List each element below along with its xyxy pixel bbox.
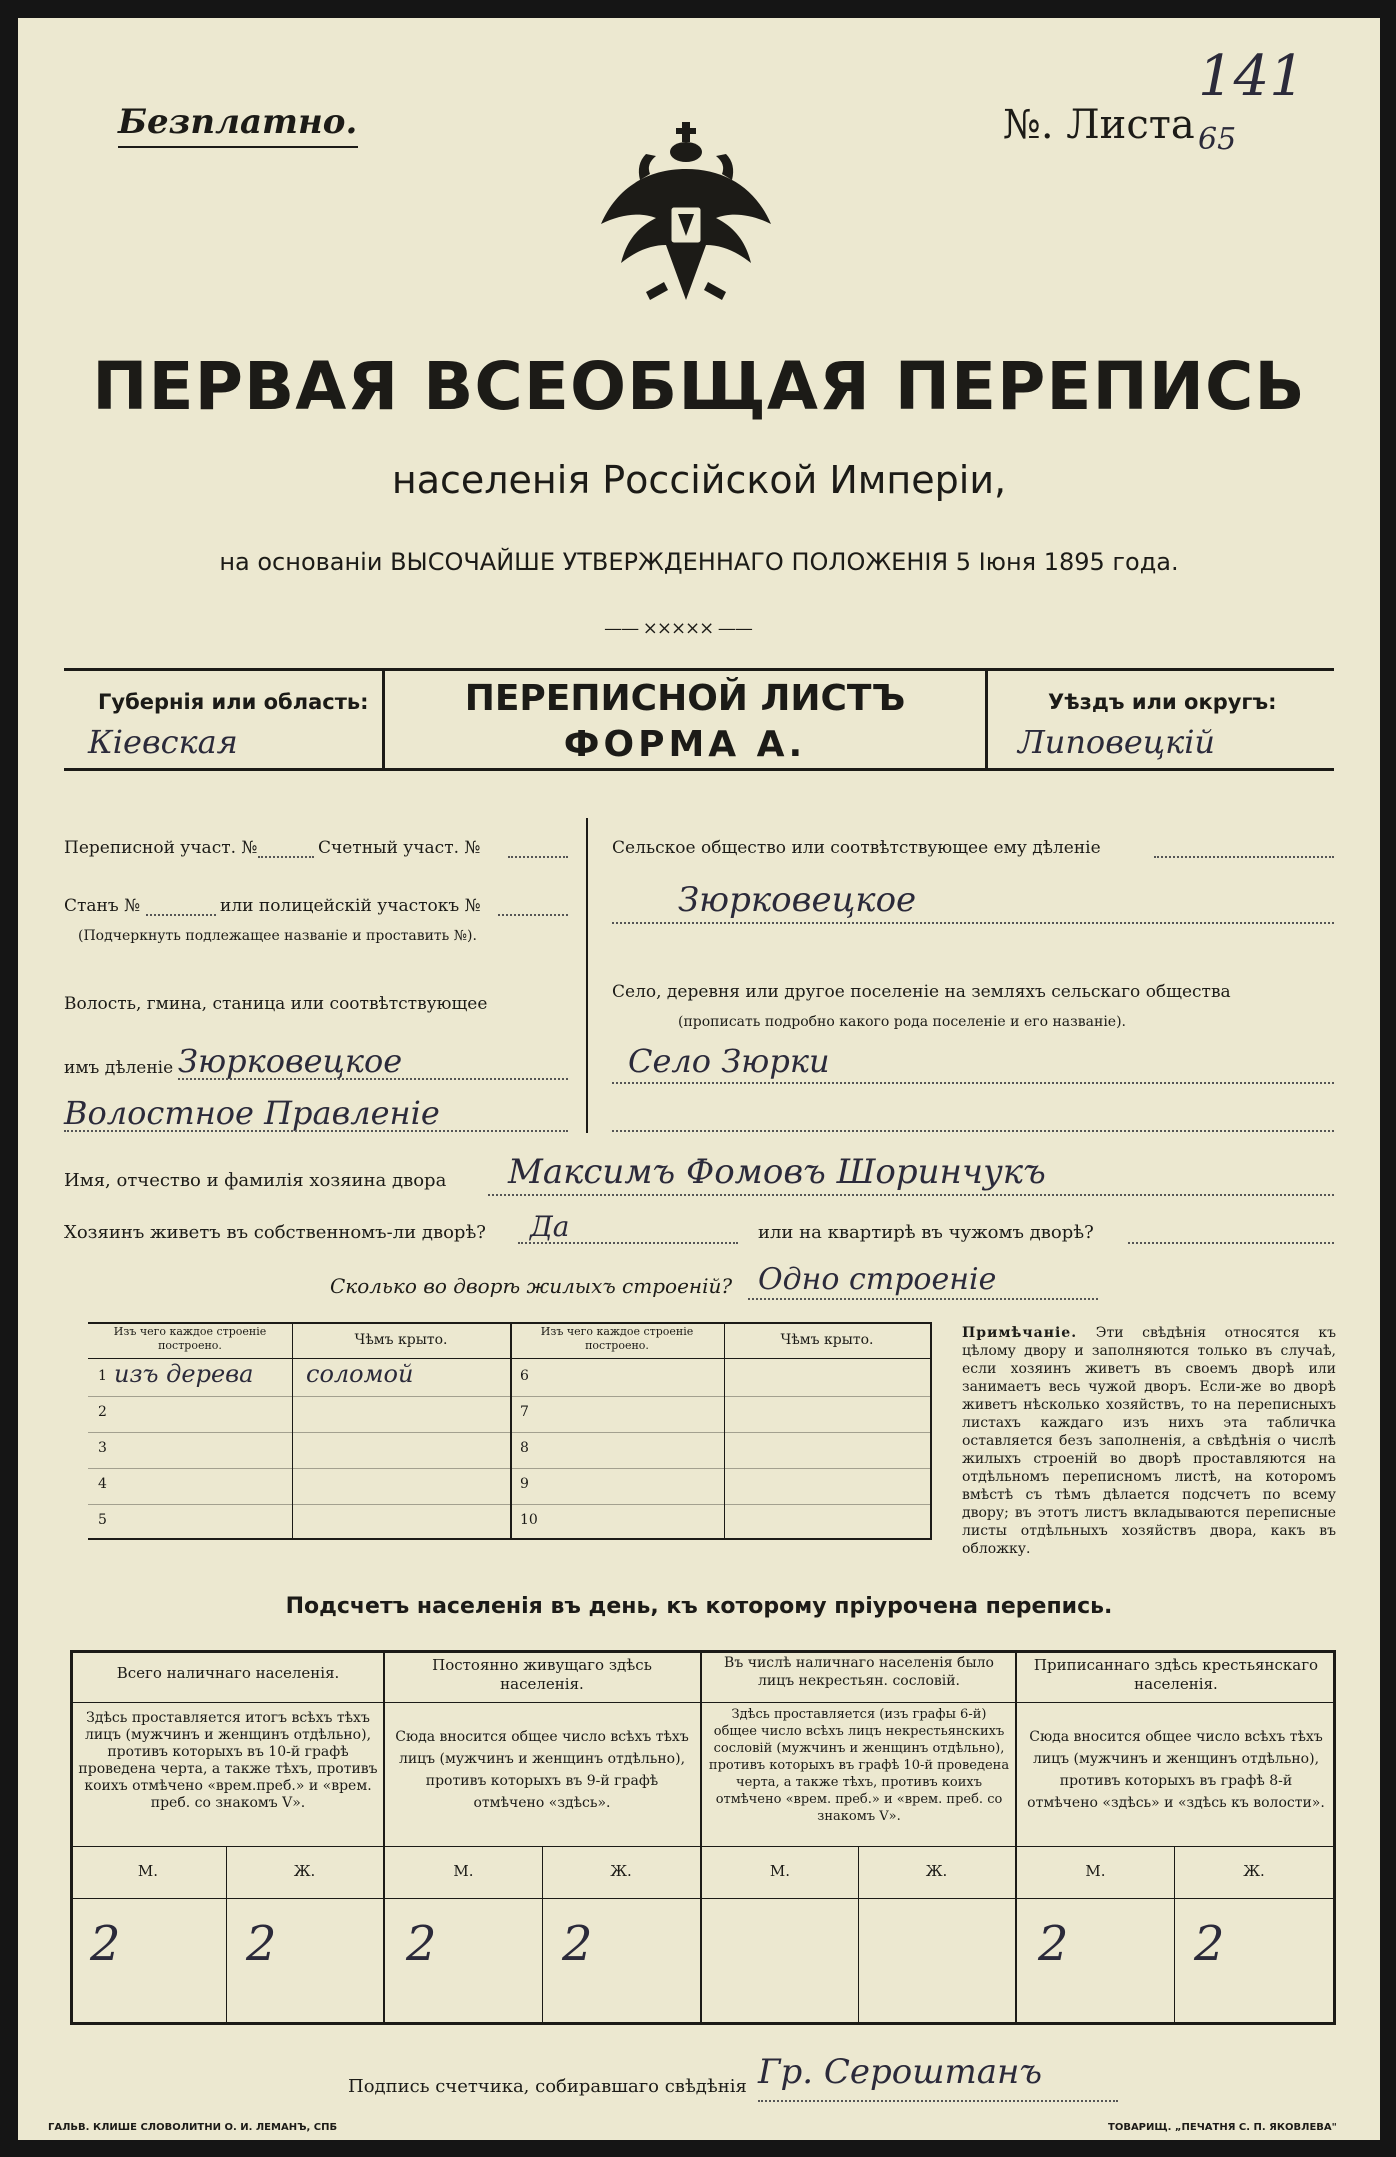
- stan-label: Станъ №: [64, 896, 141, 916]
- footer-left: ГАЛЬВ. КЛИШЕ СЛОВОЛИТНИ О. И. ЛЕМАНЪ, СПБ: [48, 2122, 338, 2133]
- signature-label: Подпись счетчика, собиравшаго свѣдѣнія: [348, 2076, 747, 2097]
- buildings-question: Сколько во дворѣ жилыхъ строеній?: [330, 1274, 733, 1298]
- note-title: Примѣчаніе.: [962, 1325, 1078, 1341]
- sheet-number-extra: 141: [1198, 44, 1305, 109]
- permanent-male-value: 2: [406, 1916, 437, 1972]
- sheet-number-value: 65: [1198, 122, 1237, 157]
- count-title: Подсчетъ населенія въ день, къ которому пріурочена перепись.: [285, 1594, 1113, 1619]
- schet-label: Счетный участ. №: [318, 838, 481, 858]
- volost-label-2: имъ дѣленіе: [64, 1058, 174, 1078]
- gubernia-label: Губернія или область:: [98, 690, 369, 714]
- subtitle: населенія Россійской Имперіи,: [391, 458, 1007, 502]
- imperial-eagle-icon: [586, 114, 786, 314]
- building-row: 7: [520, 1404, 529, 1420]
- note-text: Эти свѣдѣнія относятся къ цѣлому двору и заполняются только въ случаѣ, если хозяинъ живетъ въ своемъ дворѣ или занимаетъ весь чужой дворъ. Если-же во дворѣ живетъ нѣсколько хозяйствъ, то на переписныхъ листахъ каждаго изъ нихъ эта табличка оставляется безъ заполненія, а свѣдѣнія о числѣ жилыхъ строеній во дворѣ проставляются на отдѣльномъ переписномъ листѣ, на которомъ вмѣстѣ съ тѣмъ дѣлается подсчетъ по всему двору; въ этотъ листъ вкладываются переписные листы отдѣльныхъ хозяйствъ двора, какъ въ обложку.: [962, 1325, 1336, 1557]
- form-band-bottom: [64, 768, 1334, 771]
- uchast-label: Переписной участ. №: [64, 838, 258, 858]
- buildings-table: [88, 1322, 932, 1540]
- col-material-left: Изъ чего каждое строеніе построено.: [113, 1325, 267, 1352]
- count-desc-nonpeasant: Здѣсь проставляется (изъ графы 6-й) общее число всѣхъ лицъ некрестьянскихъ сословій (мужчинъ и женщинъ отдѣльно), противъ которыхъ въ графѣ 10-й проведена черта, а также тѣхъ, противъ коихъ отмѣчено «врем. преб.» и «врем. преб. со знакомъ V».: [708, 1707, 1010, 1824]
- sheet-number-label: №. Листа: [1003, 102, 1195, 148]
- m-label: М.: [453, 1862, 474, 1880]
- obshch-value: Зюрковецкое: [678, 880, 917, 920]
- ornament-divider: —— ⨯⨯⨯⨯⨯ ——: [604, 618, 752, 639]
- form-band-divider-right: [985, 668, 988, 771]
- building-row: 5: [98, 1512, 107, 1528]
- building-row: 1 изъ дерева соломой: [98, 1360, 414, 1388]
- building-row: 2: [98, 1404, 107, 1420]
- col-roof-left: Чѣмъ крыто.: [354, 1332, 448, 1348]
- count-head-registered: Приписаннаго здѣсь крестьянскаго населенія.: [1033, 1656, 1319, 1693]
- volost-value-2: Волостное Правленіе: [64, 1094, 440, 1132]
- form-band-top: [64, 668, 1334, 671]
- count-desc-permanent: Сюда вносится общее число всѣхъ тѣхъ лицъ (мужчинъ и женщинъ отдѣльно), противъ которыхъ въ 9-й графѣ отмѣчено «здѣсь».: [395, 1729, 689, 1811]
- volost-value: Зюрковецкое: [178, 1042, 403, 1080]
- f-label: Ж.: [293, 1862, 316, 1880]
- owner-name-value: Максимъ Фомовъ Шоринчукъ: [508, 1152, 1046, 1192]
- present-female-value: 2: [246, 1916, 277, 1972]
- building-row: 10: [520, 1512, 538, 1528]
- own-yard-label: Хозяинъ живетъ въ собственномъ-ли дворѣ?: [64, 1222, 486, 1243]
- footer-right: ТОВАРИЩ. „ПЕЧАТНЯ С. П. ЯКОВЛЕВА": [1108, 2122, 1337, 2133]
- f-label: Ж.: [610, 1862, 632, 1880]
- underline-note: (Подчеркнуть подлежащее названіе и проставить №).: [78, 928, 477, 944]
- uezd-label: Уѣздъ или округъ:: [1048, 690, 1277, 714]
- volost-label: Волость, гмина, станица или соотвѣтствующее: [64, 994, 488, 1014]
- f-label: Ж.: [1243, 1862, 1265, 1880]
- building-row: 8: [520, 1440, 529, 1456]
- m-label: М.: [137, 1862, 159, 1880]
- selo-note: (прописать подробно какого рода поселеніе и его названіе).: [678, 1014, 1126, 1030]
- f-label: Ж.: [925, 1862, 948, 1880]
- own-yard-value: Да: [530, 1210, 570, 1243]
- building-row: 3: [98, 1440, 107, 1456]
- obshch-label: Сельское общество или соотвѣтствующее ему дѣленіе: [612, 838, 1101, 858]
- owner-name-label: Имя, отчество и фамилія хозяина двора: [64, 1170, 447, 1191]
- buildings-note: [962, 1324, 1336, 1558]
- signature-value: Гр. Сероштанъ: [758, 2052, 1043, 2092]
- building-row: 6: [520, 1368, 529, 1384]
- form-subtitle: ФОРМА А.: [563, 724, 807, 765]
- count-table: [70, 1650, 1336, 2025]
- permanent-female-value: 2: [562, 1916, 593, 1972]
- building-row: 9: [520, 1476, 529, 1492]
- col-material-right: Изъ чего каждое строеніе построено.: [540, 1325, 694, 1352]
- count-head-permanent: Постоянно живущаго здѣсь населенія.: [432, 1656, 652, 1693]
- buildings-answer: Одно строеніе: [758, 1262, 997, 1297]
- registered-male-value: 2: [1038, 1916, 1069, 1972]
- middle-divider: [586, 818, 588, 1133]
- gubernia-value: Кіевская: [88, 723, 238, 761]
- building-row: 4: [98, 1476, 107, 1492]
- count-desc-present: Здѣсь проставляется итогъ всѣхъ тѣхъ лицъ (мужчинъ и женщинъ отдѣльно), противъ которыхъ въ 10-й графѣ проведена черта, а также тѣхъ, противъ коихъ отмѣчено «врем.преб.» и «врем. преб. со знакомъ V».: [78, 1710, 378, 1811]
- m-label: М.: [1085, 1862, 1106, 1880]
- basis-line: на основаніи ВЫСОЧАЙШЕ УТВЕРЖДЕННАГО ПОЛОЖЕНІЯ 5 Іюня 1895 года.: [219, 548, 1179, 576]
- m-label: М.: [769, 1862, 791, 1880]
- rent-label: или на квартирѣ въ чужомъ дворѣ?: [758, 1222, 1094, 1243]
- selo-label: Село, деревня или другое поселеніе на земляхъ сельскаго общества: [612, 982, 1231, 1002]
- main-title: ПЕРВАЯ ВСЕОБЩАЯ ПЕРЕПИСЬ: [92, 348, 1306, 425]
- free-label: Безплатно.: [118, 102, 358, 142]
- free-underline: [118, 146, 358, 148]
- selo-value: Село Зюрки: [628, 1042, 830, 1080]
- col-roof-right: Чѣмъ крыто.: [780, 1332, 874, 1348]
- present-male-value: 2: [90, 1916, 121, 1972]
- count-head-nonpeasant: Въ числѣ наличнаго населенія было лицъ некрестьян. сословій.: [724, 1655, 994, 1689]
- police-label: или полицейскій участокъ №: [220, 896, 481, 916]
- form-title: ПЕРЕПИСНОЙ ЛИСТЪ: [464, 678, 906, 719]
- census-sheet: [18, 18, 1380, 2140]
- count-head-present: Всего наличнаго населенія.: [116, 1664, 340, 1682]
- uezd-value: Липовецкій: [1018, 723, 1216, 761]
- count-desc-registered: Сюда вносится общее число всѣхъ тѣхъ лицъ (мужчинъ и женщинъ отдѣльно), противъ которыхъ въ графѣ 8-й отмѣчено «здѣсь» и «здѣсь къ волости».: [1027, 1729, 1325, 1811]
- registered-female-value: 2: [1194, 1916, 1225, 1972]
